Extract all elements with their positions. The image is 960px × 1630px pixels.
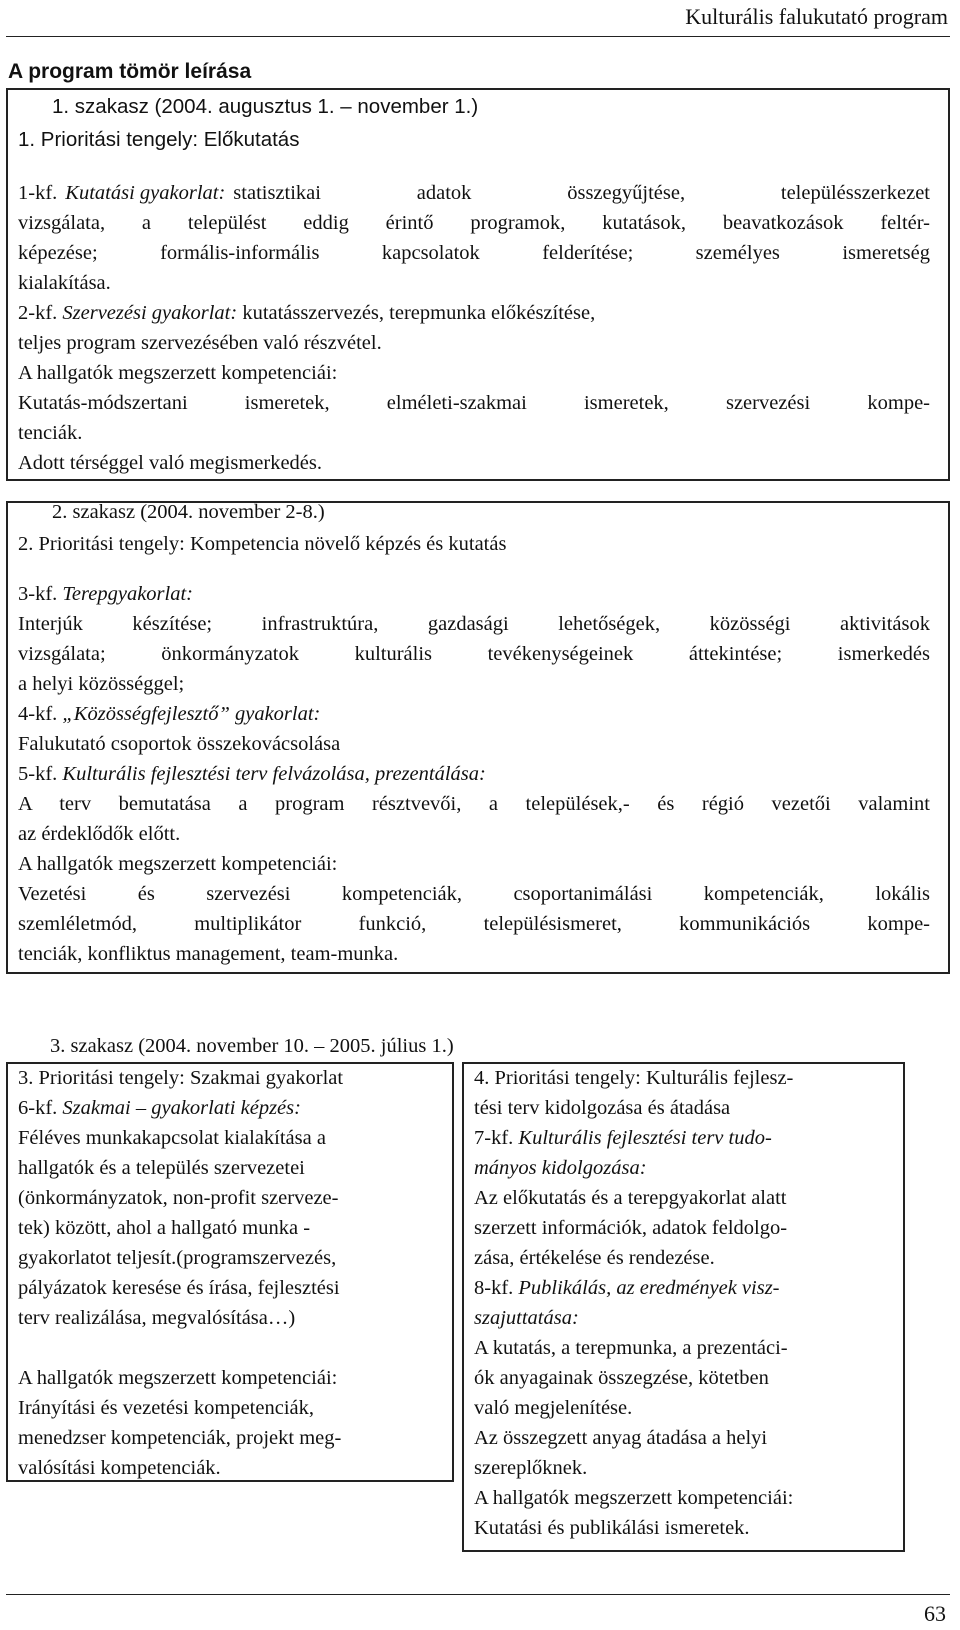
- kf6-line1: Féléves munkakapcsolat kialakítása a: [18, 1127, 326, 1149]
- kf2-line1: [18, 302, 595, 325]
- axis4-line2: tési terv kidolgozása és átadása: [474, 1097, 731, 1119]
- stage2-competence-label: A hallgatók megszerzett kompetenciái:: [18, 853, 338, 875]
- stage2-axis: 2. Prioritási tengely: Kompetencia növelő képzés és kutatás: [18, 533, 507, 555]
- kf3-title: Terepgyakorlat:: [62, 583, 193, 605]
- stage3-left-comp-line1: Irányítási és vezetési kompetenciák,: [18, 1397, 314, 1419]
- axis3: 3. Prioritási tengely: Szakmai gyakorlat: [18, 1067, 344, 1089]
- kf8-line1: A kutatás, a terepmunka, a prezentáci-: [474, 1337, 788, 1359]
- kf6-line5: gyakorlatot teljesít.(programszervezés,: [18, 1247, 337, 1269]
- stage3-heading: 3. szakasz (2004. november 10. – 2005. július 1.): [50, 1035, 454, 1057]
- kf5-line2: az érdeklődők előtt.: [18, 823, 181, 845]
- kf6-line3: (önkormányzatok, non-profit szerveze-: [18, 1187, 339, 1209]
- kf7-prefix: 7-kf.: [474, 1127, 514, 1149]
- kf7-title-line1: [474, 1127, 772, 1150]
- stage2-box: [6, 501, 950, 974]
- axis4-line1: 4. Prioritási tengely: Kulturális fejlesz-: [474, 1067, 794, 1089]
- footer-rule: [6, 1594, 950, 1595]
- kf8-line2: ók anyagainak összegzése, kötetben: [474, 1367, 769, 1389]
- stage2-comp-line3: tenciák, konfliktus management, team-munka.: [18, 943, 399, 965]
- kf6-line6: pályázatok keresése és írása, fejlesztési: [18, 1277, 340, 1299]
- kf4-title: „Közösségfejlesztő” gyakorlat:: [62, 703, 321, 725]
- stage2-comp-line2: szemléletmód, multiplikátor funkció, településismeret, kommunikációs kompe-: [18, 913, 930, 935]
- kf2-prefix: 2-kf.: [18, 302, 58, 324]
- stage3-right-comp-line1: Kutatási és publikálási ismeretek.: [474, 1517, 750, 1539]
- kf6-prefix: 6-kf.: [18, 1097, 58, 1119]
- kf2-title: Szervezési gyakorlat:: [62, 302, 238, 324]
- stage1-comp-line1: Kutatás-módszertani ismeretek, elméleti-szakmai ismeretek, szervezési kompe-: [18, 392, 930, 414]
- kf1-line3: képezése; formális-informális kapcsolatok felderítése; személyes ismeretség: [18, 242, 930, 264]
- stage1-comp-line2: tenciák.: [18, 422, 83, 444]
- kf1-title: Kutatási gyakorlat:: [65, 182, 226, 204]
- kf5-title: Kulturális fejlesztési terv felvázolása, prezentálása:: [62, 763, 486, 785]
- kf3-line1: Interjúk készítése; infrastruktúra, gazdasági lehetőségek, közösségi aktivitások: [18, 613, 930, 635]
- header-rule: [6, 36, 950, 37]
- kf3-line2: vizsgálata; önkormányzatok kulturális tevékenységeinek áttekintése; ismerkedés: [18, 643, 930, 665]
- kf1-text: statisztikai adatok összegyűjtése, településszerkezet: [233, 182, 930, 204]
- kf8-line4: Az összegzett anyag átadása a helyi: [474, 1427, 768, 1449]
- kf7-line2: szerzett információk, adatok feldolgo-: [474, 1217, 788, 1239]
- kf8-title-l1: Publikálás, az eredmények visz-: [518, 1277, 780, 1299]
- stage3-left-comp-line3: valósítási kompetenciák.: [18, 1457, 221, 1479]
- stage3-left-competence-label: A hallgatók megszerzett kompetenciái:: [18, 1367, 338, 1389]
- stage1-competence-label: A hallgatók megszerzett kompetenciái:: [18, 362, 338, 384]
- running-header: Kulturális falukutató program: [685, 4, 948, 29]
- kf7-line3: zása, értékelése és rendezése.: [474, 1247, 715, 1269]
- stage1-comp-line3: Adott térséggel való megismerkedés.: [18, 452, 322, 474]
- kf8-line3: való megjelenítése.: [474, 1397, 633, 1419]
- kf8-title-line1: [474, 1277, 780, 1300]
- stage3-left-comp-line2: menedzser kompetenciák, projekt meg-: [18, 1427, 342, 1449]
- stage3-right-competence-label: A hallgatók megszerzett kompetenciái:: [474, 1487, 794, 1509]
- stage1-axis: 1. Prioritási tengely: Előkutatás: [18, 128, 300, 151]
- kf3-title-line: [18, 583, 193, 606]
- stage1-box: [6, 88, 950, 481]
- kf1-line4: kialakítása.: [18, 272, 111, 294]
- kf8-line5: szereplőknek.: [474, 1457, 588, 1479]
- kf2-text: kutatásszervezés, terepmunka előkészítése,: [242, 302, 596, 324]
- kf1-prefix: 1-kf.: [18, 182, 58, 204]
- stage1-heading: 1. szakasz (2004. augusztus 1. – november 1.): [52, 95, 479, 118]
- kf3-line3: a helyi közösséggel;: [18, 673, 185, 695]
- kf7-line1: Az előkutatás és a terepgyakorlat alatt: [474, 1187, 787, 1209]
- kf1-line2: vizsgálata, a települést eddig érintő programok, kutatások, beavatkozások feltér-: [18, 212, 930, 234]
- page-number: 63: [924, 1601, 946, 1626]
- kf8-prefix: 8-kf.: [474, 1277, 514, 1299]
- kf4-title-line: [18, 703, 320, 726]
- kf6-line7: terv realizálása, megvalósítása…): [18, 1307, 296, 1329]
- kf6-title: Szakmai – gyakorlati képzés:: [62, 1097, 301, 1119]
- kf2-line2: teljes program szervezésében való részvétel.: [18, 332, 382, 354]
- kf7-title-line2: mányos kidolgozása:: [474, 1157, 647, 1179]
- kf5-prefix: 5-kf.: [18, 763, 58, 785]
- kf5-title-line: [18, 763, 486, 786]
- stage2-heading: 2. szakasz (2004. november 2-8.): [52, 501, 325, 523]
- kf4-line1: Falukutató csoportok összekovácsolása: [18, 733, 341, 755]
- kf3-prefix: 3-kf.: [18, 583, 58, 605]
- kf1-line1: [18, 182, 930, 205]
- kf4-prefix: 4-kf.: [18, 703, 58, 725]
- stage3-right-box: [462, 1062, 905, 1552]
- section-title: A program tömör leírása: [8, 60, 252, 83]
- kf6-line2: hallgatók és a település szervezetei: [18, 1157, 305, 1179]
- kf7-title-l1: Kulturális fejlesztési terv tudo-: [518, 1127, 772, 1149]
- stage2-comp-line1: Vezetési és szervezési kompetenciák, csoportanimálási kompetenciák, lokális: [18, 883, 930, 905]
- kf8-title-line2: szajuttatása:: [474, 1307, 579, 1329]
- stage3-left-box: [6, 1062, 454, 1482]
- kf6-line4: tek) között, ahol a hallgató munka -: [18, 1217, 311, 1239]
- kf6-title-line: [18, 1097, 301, 1120]
- kf5-line1: A terv bemutatása a program résztvevői, a települések,- és régió vezetői valamint: [18, 793, 930, 815]
